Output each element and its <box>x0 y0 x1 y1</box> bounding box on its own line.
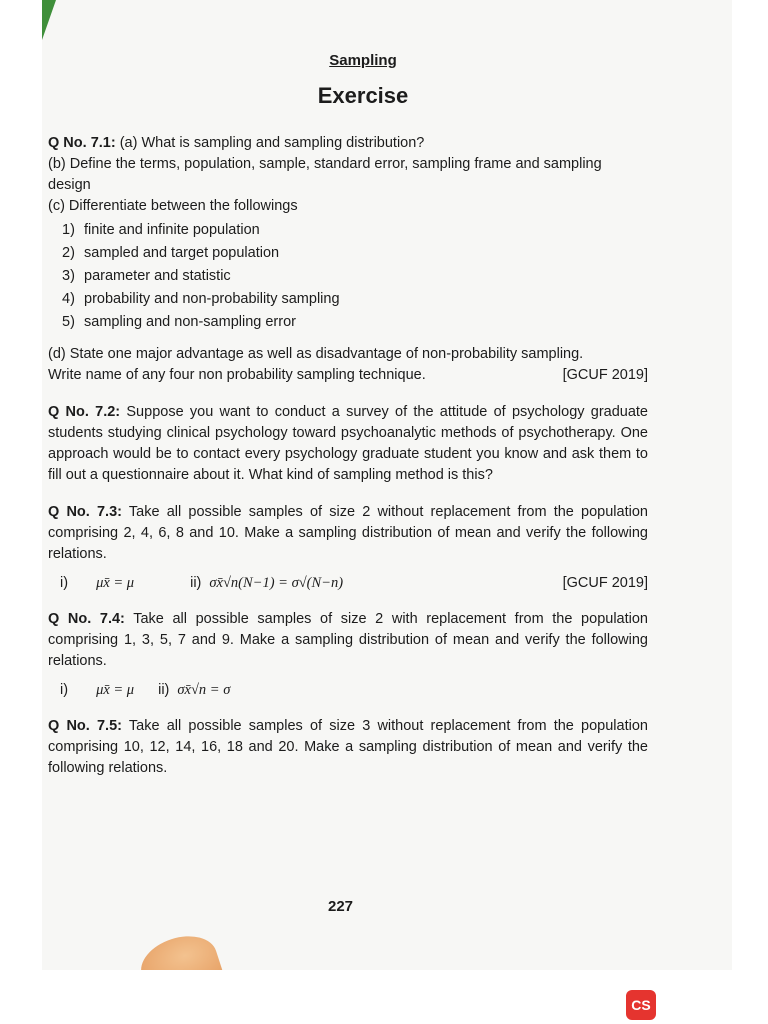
question-7-2 <box>48 402 648 486</box>
question-7-1 <box>48 133 648 386</box>
list-item: 3) parameter and statistic <box>62 268 231 284</box>
question-7-5 <box>48 716 648 779</box>
q71-list <box>62 219 648 334</box>
exercise-heading: Exercise <box>317 83 409 108</box>
camscanner-badge: CS <box>626 990 656 1020</box>
question-7-3 <box>48 502 648 565</box>
q73-number: Q No. 7.3: <box>48 504 122 520</box>
q72-text: Suppose you want to conduct a survey of the attitude of psychology graduate students studying clinical psychology toward psychoanalytic methods of psychotherapy. One approach would be to contact every psychology graduate student you know and ask them to fill out a questionnaire about it. What kind of sampling method is this? <box>48 404 648 483</box>
q71-number: Q No. 7.1: <box>48 135 116 151</box>
green-corner <box>42 0 56 40</box>
q74-relation-1: μx̄ = μ <box>96 682 135 698</box>
q73-relation-1: μx̄ = μ <box>96 575 135 591</box>
q72-number: Q No. 7.2: <box>48 404 121 420</box>
thumb-shadow <box>134 927 224 970</box>
q73-reference: [GCUF 2019] <box>562 575 648 591</box>
q71-part-a <box>48 133 648 154</box>
list-item: 4) probability and non-probability sampling <box>62 291 340 307</box>
q73-relation-2: σx̄√n(N−1) = σ√(N−n) <box>209 575 344 591</box>
page-number: 227 <box>328 898 354 915</box>
q74-text: Take all possible samples of size 2 with replacement from the population comprising 1, 3, 5, 7 and 9. Make a sampling distribution of mean and verify the following relations. <box>48 611 648 669</box>
list-item: 1) finite and infinite population <box>62 222 260 238</box>
scanned-page <box>42 0 732 970</box>
q74-relations: i) μx̄ = μ ii) σx̄√n = σ <box>60 678 648 702</box>
list-item: 5) sampling and non-sampling error <box>62 314 296 330</box>
q71-part-c: (c) Differentiate between the followings <box>48 198 298 214</box>
page-content <box>48 52 648 795</box>
q73-relations: i) μx̄ = μ ii) σx̄√n(N−1) = σ√(N−n) [GCUF 2019] <box>60 571 648 595</box>
q71-part-b: (b) Define the terms, population, sample, standard error, sampling frame and sampling design <box>48 156 602 193</box>
q73-text: Take all possible samples of size 2 without replacement from the population comprising 2, 4, 6, 8 and 10. Make a sampling distribution of mean and verify the following relations. <box>48 504 648 562</box>
question-7-4 <box>48 609 648 672</box>
q75-number: Q No. 7.5: <box>48 718 122 734</box>
chapter-heading: Sampling <box>329 52 397 69</box>
q74-number: Q No. 7.4: <box>48 611 125 627</box>
q71-reference: [GCUF 2019] <box>562 367 648 383</box>
q71-part-d-2: Write name of any four non probability sampling technique. [GCUF 2019] <box>48 365 648 386</box>
q75-text: Take all possible samples of size 3 without replacement from the population comprising 10, 12, 14, 16, 18 and 20. Make a sampling distribution of mean and verify the following relations. <box>48 718 648 776</box>
q71-a-text: (a) What is sampling and sampling distribution? <box>119 135 425 151</box>
q71-part-d: (d) State one major advantage as well as disadvantage of non-probability sampling. <box>48 346 584 362</box>
list-item: 2) sampled and target population <box>62 245 280 261</box>
q74-relation-2: σx̄√n = σ <box>177 682 231 698</box>
